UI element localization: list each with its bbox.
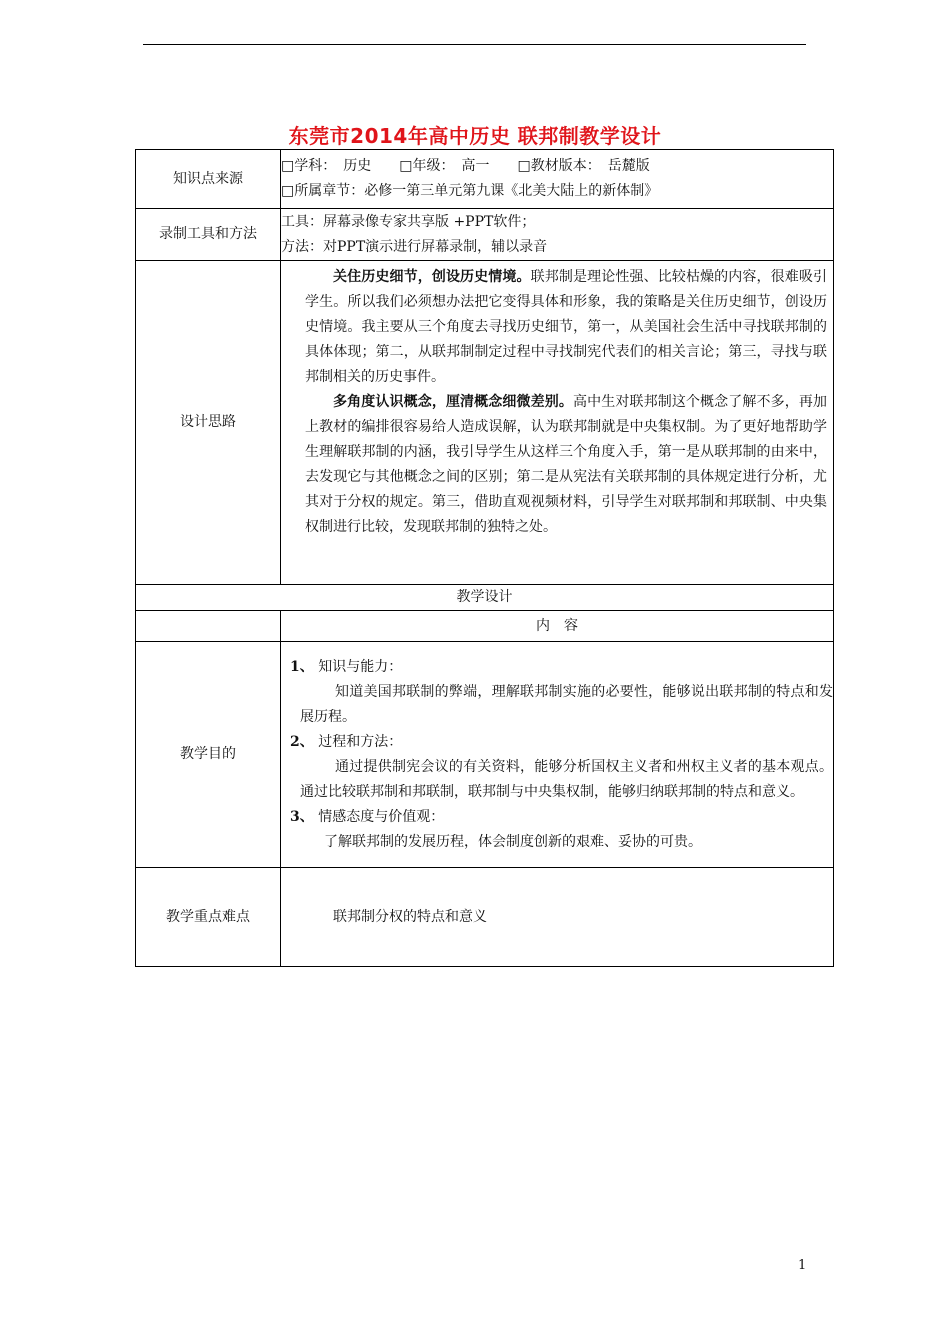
idea-content — [281, 261, 834, 585]
method-line: 方法：对PPT演示进行屏幕录制，辅以录音 — [281, 238, 548, 255]
subject-field: □学科： 历史 — [281, 158, 372, 174]
goal-3-heading: 3、 情感态度与价值观： — [290, 808, 445, 825]
content-header: 内 容 — [281, 611, 834, 642]
row-source — [136, 150, 834, 209]
lesson-plan-table — [135, 149, 834, 967]
row-key-points — [136, 868, 834, 967]
idea-p2-text: 高中生对联邦制这个概念了解不多，再加上教材的编排很容易给人造成误解，认为联邦制就是中央集权制。为了更好地帮助学生理解联邦制的内涵，我引导学生从这样三个角度入手，第一是从联邦制的由来中，去发现它与其他概念之间的区别；第二是从宪法有关联邦制的具体规定进行分析，尤其对于分权的规定。第三，借助直观视频材料，引导学生对联邦制和邦联制、中央集权制进行比较，发现联邦制的独特之处。 — [305, 394, 827, 535]
document-title: 东莞市2014年高中历史 联邦制教学设计 — [288, 124, 662, 148]
content-header-blank — [136, 611, 281, 642]
idea-paragraph-2 — [305, 390, 827, 540]
goal-3-text: 了解联邦制的发展历程，体会制度创新的艰难、妥协的可贵。 — [324, 833, 702, 850]
idea-label: 设计思路 — [136, 261, 281, 585]
goal-2-heading: 2、 过程和方法： — [290, 733, 403, 750]
source-label: 知识点来源 — [136, 150, 281, 209]
tools-label: 录制工具和方法 — [136, 209, 281, 261]
key-label: 教学重点难点 — [136, 868, 281, 967]
row-tools — [136, 209, 834, 261]
idea-paragraph-1 — [305, 265, 827, 390]
goals-content — [281, 642, 834, 868]
row-design-header — [136, 585, 834, 611]
chapter-field: □所属章节：必修一第三单元第九课《北美大陆上的新体制》 — [281, 183, 659, 199]
page-number: 1 — [798, 1258, 807, 1273]
header-rule — [143, 44, 806, 45]
row-design-idea — [136, 261, 834, 585]
tools-content — [281, 209, 834, 261]
tool-line: 工具：屏幕录像专家共享版 +PPT软件； — [281, 213, 536, 230]
source-content — [281, 150, 834, 209]
grade-field: □年级： 高一 — [399, 158, 490, 174]
goal-2-text: 通过提供制宪会议的有关资料，能够分析国权主义者和州权主义者的基本观点。通过比较联邦制和邦联制，联邦制与中央集权制，能够归纳联邦制的特点和意义。 — [300, 758, 833, 800]
row-content-header — [136, 611, 834, 642]
idea-p2-heading: 多角度认识概念，厘清概念细微差别。 — [333, 394, 573, 410]
key-content: 联邦制分权的特点和意义 — [281, 868, 834, 967]
teaching-design-header: 教学设计 — [136, 585, 834, 611]
goal-1-text: 知道美国邦联制的弊端，理解联邦制实施的必要性，能够说出联邦制的特点和发展历程。 — [300, 683, 833, 725]
idea-p1-heading: 关住历史细节，创设历史情境。 — [333, 269, 531, 285]
source-line1 — [281, 154, 833, 179]
row-goals — [136, 642, 834, 868]
goals-label: 教学目的 — [136, 642, 281, 868]
idea-p1-text: 联邦制是理论性强、比较枯燥的内容，很难吸引学生。所以我们必须想办法把它变得具体和形象，我的策略是关住历史细节，创设历史情境。我主要从三个角度去寻找历史细节，第一，从美国社会生活中寻找联邦制的具体体现；第二，从联邦制制定过程中寻找制宪代表们的相关言论；第三，寻找与联邦制相关的历史事件。 — [305, 269, 828, 385]
goal-1-heading: 1、 知识与能力： — [290, 658, 403, 675]
edition-field: □教材版本： 岳麓版 — [517, 158, 650, 174]
